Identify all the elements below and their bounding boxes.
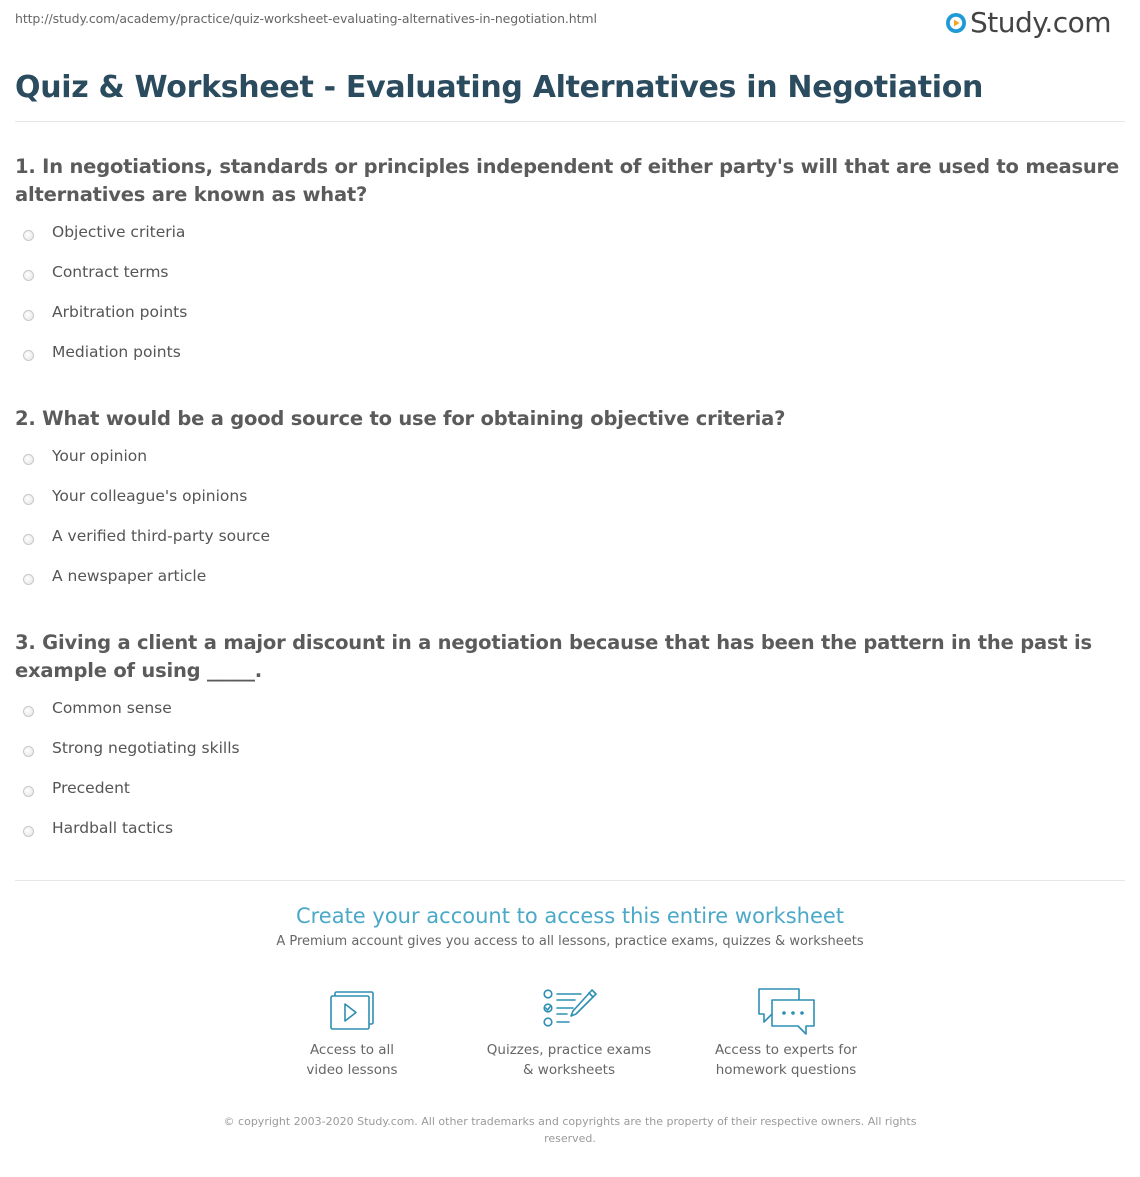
radio-button[interactable] <box>23 310 34 321</box>
answer-label: A verified third-party source <box>52 527 271 545</box>
answer-option[interactable] <box>15 527 1120 567</box>
radio-button[interactable] <box>23 270 34 281</box>
answer-label: Precedent <box>52 779 130 797</box>
answer-label: Common sense <box>52 699 172 717</box>
answer-label: Arbitration points <box>52 303 188 321</box>
radio-button[interactable] <box>23 534 34 545</box>
page-url: http://study.com/academy/practice/quiz-worksheet-evaluating-alternatives-in-negotiation.html <box>15 11 597 26</box>
answer-label: Your colleague's opinions <box>52 487 248 505</box>
question-text: 2. What would be a good source to use for obtaining objective criteria? <box>15 407 786 430</box>
answer-option[interactable] <box>15 739 1120 779</box>
feature-experts <box>691 986 881 1080</box>
answer-label: Contract terms <box>52 263 169 281</box>
answer-label: Your opinion <box>52 447 148 465</box>
answer-option[interactable] <box>15 779 1120 819</box>
answer-option[interactable] <box>15 303 1120 343</box>
radio-button[interactable] <box>23 494 34 505</box>
quiz-checklist-icon <box>537 986 601 1038</box>
radio-button[interactable] <box>23 454 34 465</box>
answer-option[interactable] <box>15 343 1120 383</box>
answer-label: Mediation points <box>52 343 181 361</box>
radio-button[interactable] <box>23 786 34 797</box>
answer-option[interactable] <box>15 819 1120 859</box>
feature-quizzes <box>474 986 664 1080</box>
title-divider <box>15 121 1125 122</box>
copyright-footer: © copyright 2003-2020 Study.com. All other trademarks and copyrights are the property of their respective owners. All rights reserved. <box>223 1115 917 1145</box>
question-2 <box>15 405 1120 607</box>
cta-subtitle: A Premium account gives you access to all lessons, practice exams, quizzes & worksheets <box>276 934 864 949</box>
video-lessons-icon <box>320 986 384 1038</box>
answer-option[interactable] <box>15 263 1120 303</box>
question-1 <box>15 153 1120 383</box>
answer-option[interactable] <box>15 223 1120 263</box>
answer-list <box>15 447 1120 607</box>
radio-button[interactable] <box>23 350 34 361</box>
answer-option[interactable] <box>15 567 1120 607</box>
answer-label: Hardball tactics <box>52 819 174 837</box>
radio-button[interactable] <box>23 826 34 837</box>
question-text: 3. Giving a client a major discount in a negotiation because that has been the pattern in the past is example of using _____. <box>15 631 1092 682</box>
cta-section <box>0 902 1140 949</box>
radio-button[interactable] <box>23 574 34 585</box>
answer-option[interactable] <box>15 699 1120 739</box>
question-text: 1. In negotiations, standards or principles independent of either party's will that are used to measure alternatives are known as what? <box>15 155 1119 206</box>
feature-label: Quizzes, practice exams & worksheets <box>486 1042 652 1078</box>
cta-title-link[interactable]: Create your account to access this entire worksheet <box>295 904 845 928</box>
study-logo[interactable] <box>945 6 1111 40</box>
page-title: Quiz & Worksheet - Evaluating Alternatives in Negotiation <box>15 70 984 105</box>
radio-button[interactable] <box>23 706 34 717</box>
radio-button[interactable] <box>23 230 34 241</box>
answer-label: A newspaper article <box>52 567 207 585</box>
feature-label: Access to all video lessons <box>306 1042 398 1078</box>
logo-text: Study.com <box>970 6 1112 39</box>
answer-option[interactable] <box>15 487 1120 527</box>
answer-option[interactable] <box>15 447 1120 487</box>
feature-video-lessons <box>257 986 447 1080</box>
answer-label: Strong negotiating skills <box>52 739 240 757</box>
answer-list <box>15 699 1120 859</box>
chat-bubbles-icon <box>754 986 818 1038</box>
cta-divider <box>15 880 1125 881</box>
question-3 <box>15 629 1120 859</box>
feature-label: Access to experts for homework questions <box>714 1042 857 1078</box>
radio-button[interactable] <box>23 746 34 757</box>
answer-list <box>15 223 1120 383</box>
answer-label: Objective criteria <box>52 223 186 241</box>
study-play-icon <box>945 12 967 34</box>
